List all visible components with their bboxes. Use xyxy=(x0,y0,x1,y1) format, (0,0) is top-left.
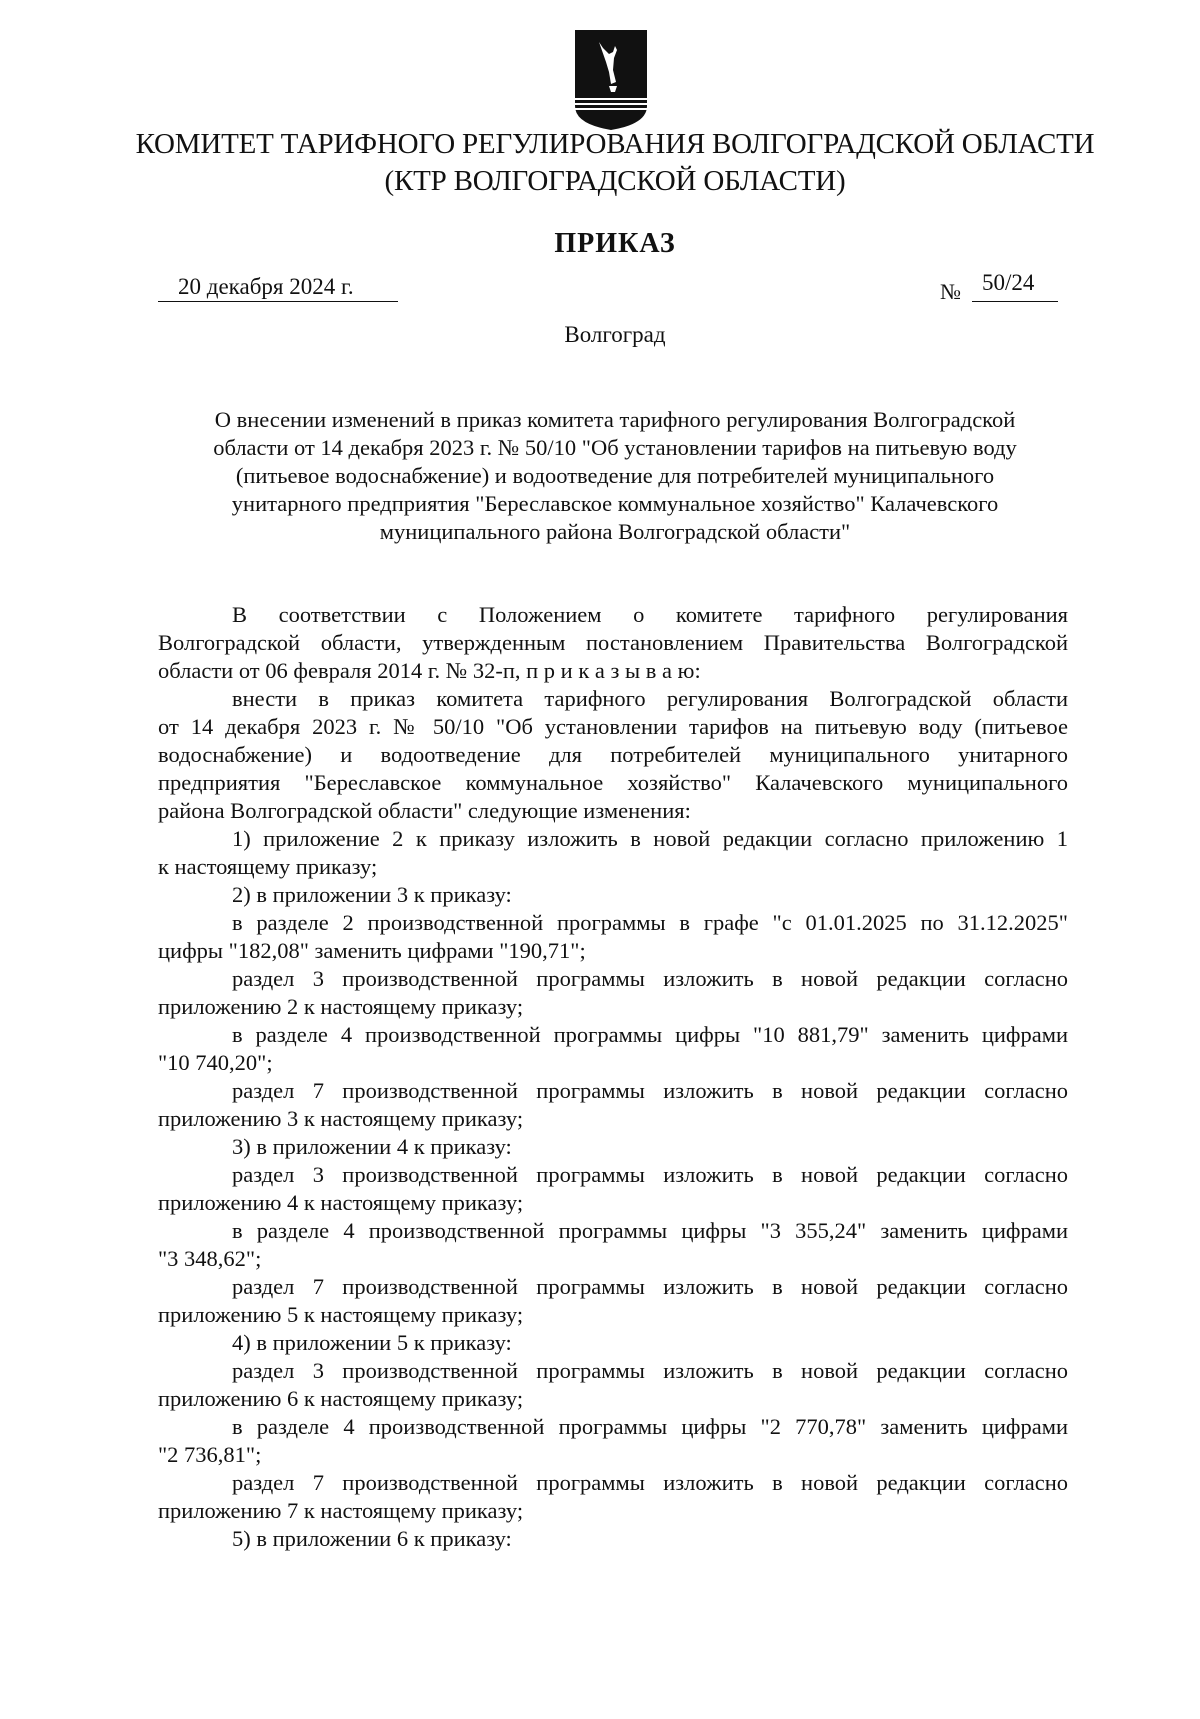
body-line: раздел 7 производственной программы изложить в новой редакции согласно xyxy=(232,1274,1068,1299)
subject-line: области от 14 декабря 2023 г. № 50/10 "Об установлении тарифов на питьевую воду xyxy=(213,435,1017,460)
body-line: 2) в приложении 3 к приказу: xyxy=(232,882,512,907)
subject-line: унитарного предприятия "Береславское коммунальное хозяйство" Калачевского xyxy=(231,491,999,516)
body-line: предприятия "Береславское коммунальное хозяйство" Калачевского муниципального xyxy=(158,770,1068,795)
body-line: раздел 7 производственной программы изложить в новой редакции согласно xyxy=(232,1078,1068,1103)
body-line: 5) в приложении 6 к приказу: xyxy=(232,1526,512,1551)
body-line: внести в приказ комитета тарифного регулирования Волгоградской области xyxy=(232,686,1068,711)
body-line: раздел 3 производственной программы изложить в новой редакции согласно xyxy=(232,1162,1068,1187)
body-line: цифры "182,08" заменить цифрами "190,71"; xyxy=(158,938,586,963)
body-line: приложению 5 к настоящему приказу; xyxy=(158,1302,524,1327)
body-line: приложению 2 к настоящему приказу; xyxy=(158,994,524,1019)
subject-line: муниципального района Волгоградской области" xyxy=(379,519,851,544)
coat-of-arms-icon xyxy=(573,28,649,132)
body-line: "10 740,20"; xyxy=(158,1050,273,1075)
body-line: Волгоградской области, утвержденным постановлением Правительства Волгоградской xyxy=(158,630,1068,655)
body-line: от 14 декабря 2023 г. № 50/10 "Об установлении тарифов на питьевую воду (питьевое xyxy=(158,714,1068,739)
body-line: в разделе 4 производственной программы цифры "2 770,78" заменить цифрами xyxy=(232,1414,1068,1439)
body-line: 1) приложение 2 к приказу изложить в новой редакции согласно приложению 1 xyxy=(232,826,1068,851)
body-line: раздел 7 производственной программы изложить в новой редакции согласно xyxy=(232,1470,1068,1495)
body-line: 4) в приложении 5 к приказу: xyxy=(232,1330,512,1355)
body-line: 3) в приложении 4 к приказу: xyxy=(232,1134,512,1159)
document-city: Волгоград xyxy=(564,322,666,347)
body-line: "3 348,62"; xyxy=(158,1246,262,1271)
document-date: 20 декабря 2024 г. xyxy=(178,274,354,299)
body-line: района Волгоградской области" следующие изменения: xyxy=(158,798,691,823)
org-line-2: (КТР ВОЛГОГРАДСКОЙ ОБЛАСТИ) xyxy=(384,165,846,197)
document-number: 50/24 xyxy=(982,270,1035,295)
body-line: водоснабжение) и водоотведение для потребителей муниципального унитарного xyxy=(158,742,1068,767)
body-line: приложению 4 к настоящему приказу; xyxy=(158,1190,524,1215)
body-line: в разделе 4 производственной программы цифры "10 881,79" заменить цифрами xyxy=(232,1022,1068,1047)
organization-name xyxy=(100,126,1130,200)
number-sign: № xyxy=(940,279,961,304)
body-line: приложению 7 к настоящему приказу; xyxy=(158,1498,524,1523)
body-line: В соответствии с Положением о комитете тарифного регулирования xyxy=(232,602,1068,627)
document-type: ПРИКАЗ xyxy=(554,228,676,259)
document-subject xyxy=(160,406,1070,546)
body-line: раздел 3 производственной программы изложить в новой редакции согласно xyxy=(232,966,1068,991)
body-line: раздел 3 производственной программы изложить в новой редакции согласно xyxy=(232,1358,1068,1383)
subject-line: (питьевое водоснабжение) и водоотведение для потребителей муниципального xyxy=(235,463,995,488)
document-body xyxy=(158,601,1068,1553)
org-line-1: КОМИТЕТ ТАРИФНОГО РЕГУЛИРОВАНИЯ ВОЛГОГРАДСКОЙ ОБЛАСТИ xyxy=(135,128,1095,160)
body-line: приложению 3 к настоящему приказу; xyxy=(158,1106,524,1131)
body-line: приложению 6 к настоящему приказу; xyxy=(158,1386,524,1411)
body-line: "2 736,81"; xyxy=(158,1442,262,1467)
body-line: в разделе 4 производственной программы цифры "3 355,24" заменить цифрами xyxy=(232,1218,1068,1243)
body-line: в разделе 2 производственной программы в графе "с 01.01.2025 по 31.12.2025" xyxy=(232,910,1068,935)
body-line: области от 06 февраля 2014 г. № 32-п, п р и к а з ы в а ю: xyxy=(158,658,701,683)
subject-line: О внесении изменений в приказ комитета тарифного регулирования Волгоградской xyxy=(214,407,1016,432)
number-underline xyxy=(972,301,1058,302)
date-underline xyxy=(158,301,398,302)
body-line: к настоящему приказу; xyxy=(158,854,378,879)
